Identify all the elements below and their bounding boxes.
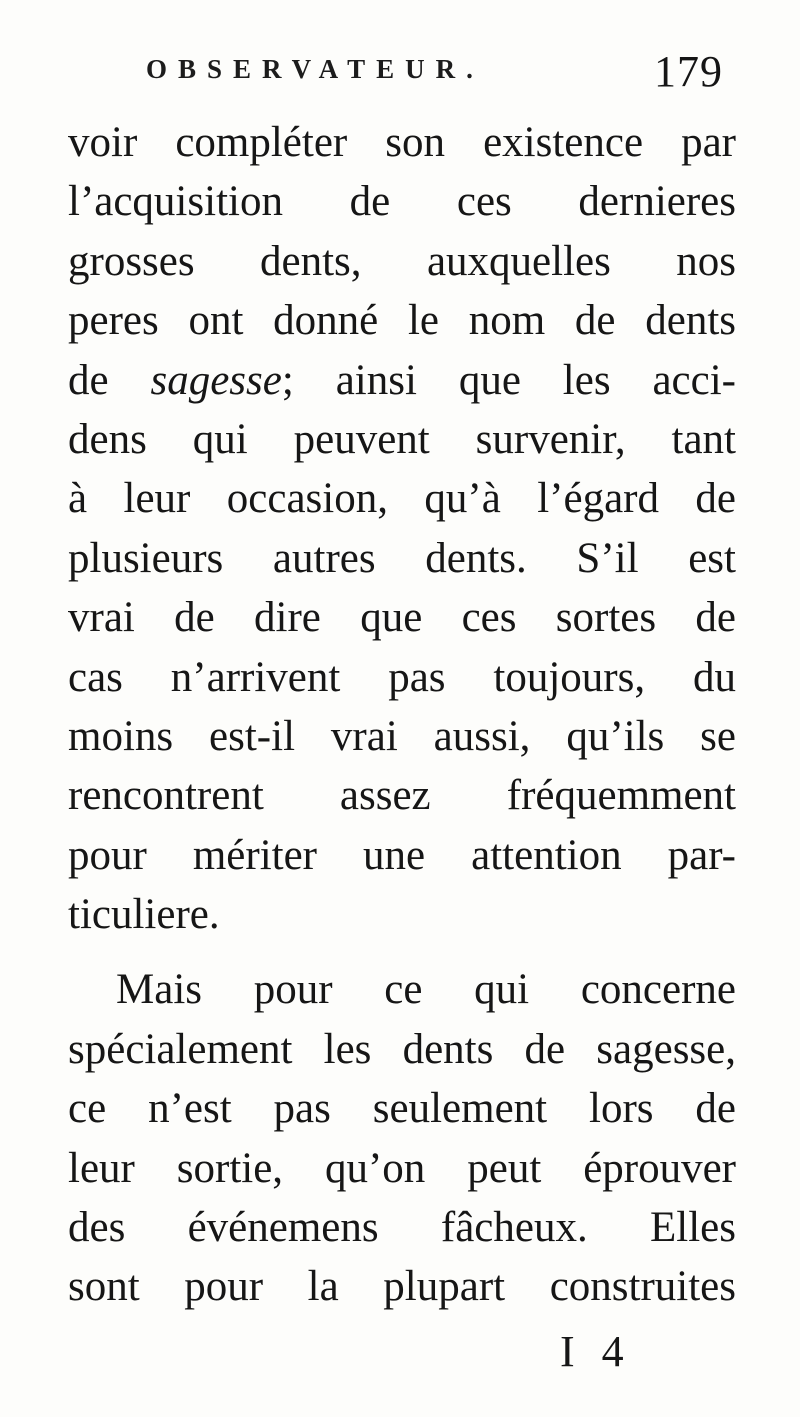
running-head [146, 47, 746, 100]
text-fragment: ; ainsi que les acci- [281, 356, 736, 404]
text-line: grosses dents, auxquelles nos [68, 237, 736, 285]
text-line: ce n’est pas seulement lors de [68, 1085, 736, 1133]
text-line: dens qui peuvent survenir, tant [68, 415, 736, 463]
running-title: OBSERVATEUR. [146, 54, 484, 84]
text-line [68, 351, 736, 410]
italic-term: sagesse [150, 356, 282, 404]
text-line: plusieurs autres dents. S’il est [68, 534, 736, 582]
text-line: rencontrent assez fréquemment [68, 772, 736, 820]
text-line: Mais pour ce qui concerne [116, 966, 736, 1014]
text-line: ticuliere. [68, 891, 220, 939]
text-line: spécialement les dents de sagesse, [68, 1025, 736, 1073]
text-line: pour mériter une attention par- [68, 831, 736, 879]
text-fragment: de [68, 356, 151, 404]
body-text [68, 113, 736, 1317]
text-line: cas n’arrivent pas toujours, du [68, 653, 736, 701]
text-line: sont pour la plupart construites [68, 1263, 736, 1311]
text-line: vrai de dire que ces sortes de [68, 594, 736, 642]
text-line: l’acquisition de ces dernieres [68, 178, 736, 226]
signature-mark: I 4 [560, 1327, 632, 1376]
text-line: leur sortie, qu’on peut éprouver [68, 1144, 736, 1192]
text-line: à leur occasion, qu’à l’égard de [68, 475, 736, 523]
text-line: des événemens fâcheux. Elles [68, 1204, 736, 1252]
text-line: moins est-il vrai aussi, qu’ils se [68, 712, 736, 760]
text-line: peres ont donné le nom de dents [68, 297, 736, 345]
text-line: voir compléter son existence par [68, 119, 736, 166]
page-number: 179 [654, 47, 723, 96]
